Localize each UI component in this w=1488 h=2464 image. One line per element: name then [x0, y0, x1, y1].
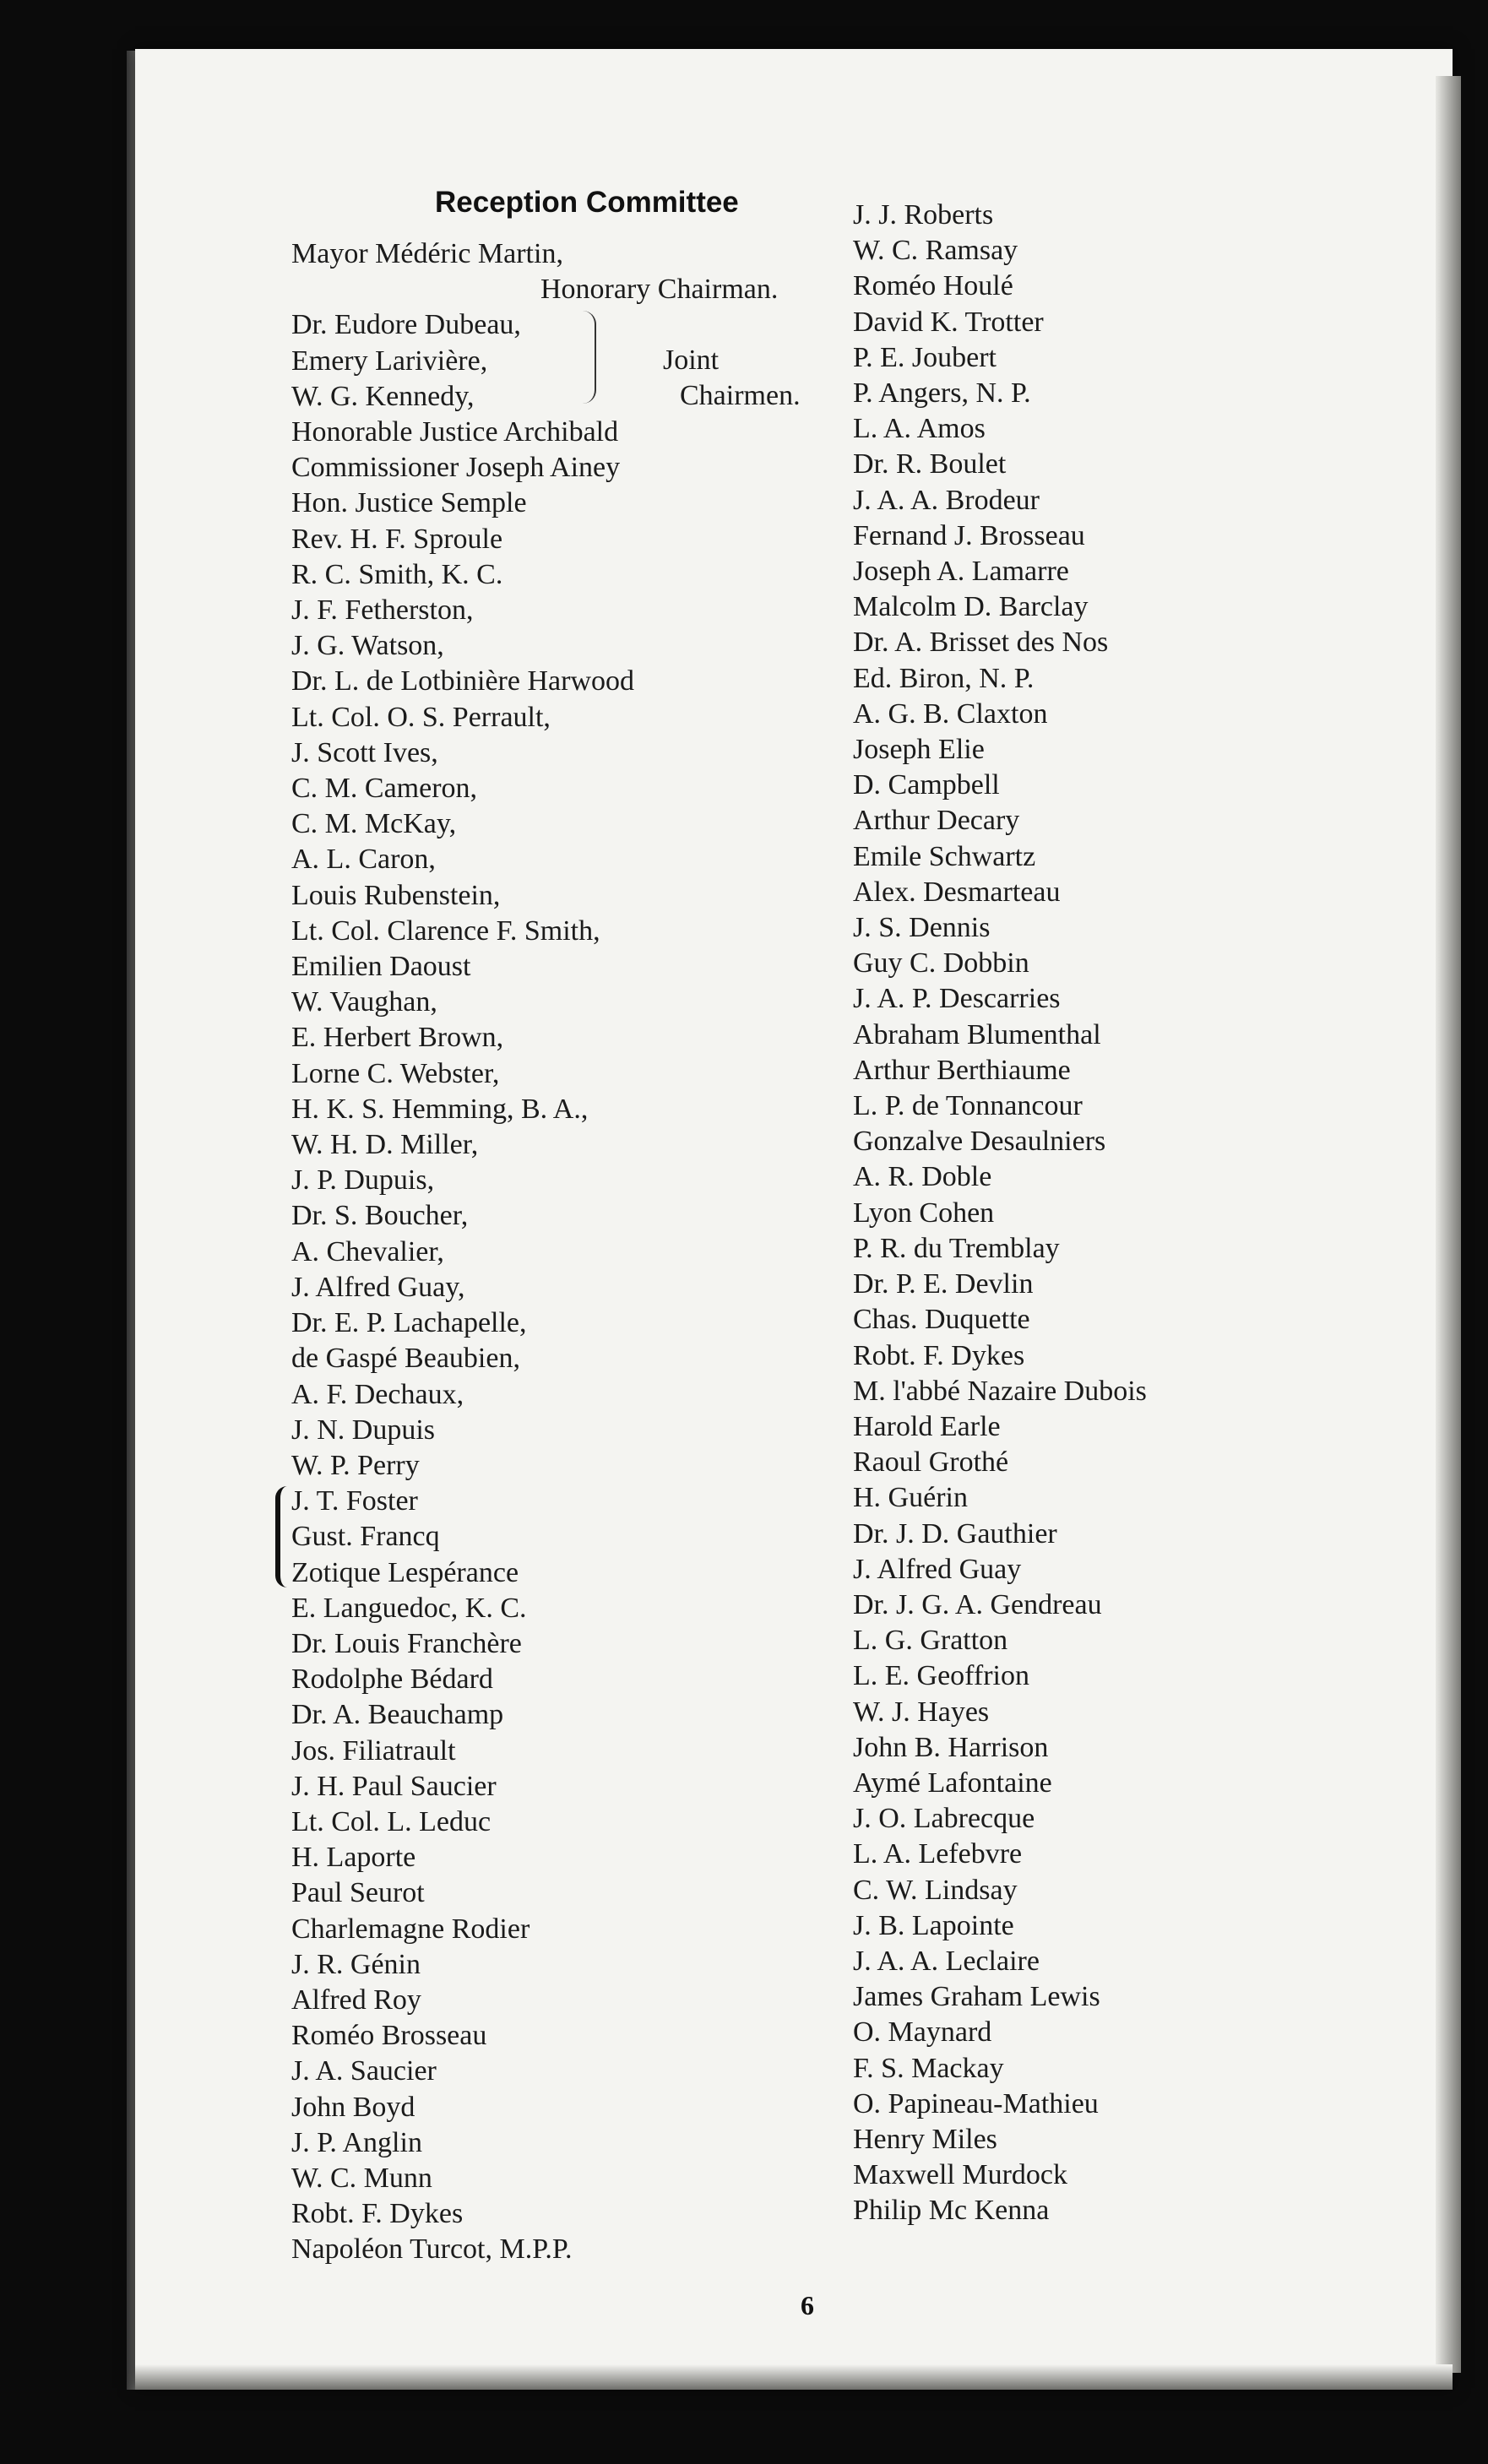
committee-member-name: Joseph A. Lamarre — [853, 556, 1069, 588]
committee-member-name: Dr. R. Boulet — [853, 448, 1007, 480]
committee-member-name: A. R. Doble — [853, 1161, 992, 1193]
committee-member-name: C. M. Cameron, — [291, 773, 478, 805]
chairmen-role-label: Chairmen. — [680, 380, 801, 412]
committee-member-name: Charlemagne Rodier — [291, 1913, 530, 1945]
committee-member-name: de Gaspé Beaubien, — [291, 1343, 520, 1375]
committee-member-name: James Graham Lewis — [853, 1981, 1100, 2013]
committee-member-name: Lorne C. Webster, — [291, 1057, 500, 1089]
committee-member-name: A. L. Caron, — [291, 844, 436, 876]
committee-member-name: Philip Mc Kenna — [853, 2195, 1050, 2227]
committee-member-name: D. Campbell — [853, 769, 1000, 801]
right-column — [853, 198, 1360, 2229]
joint-role-label: Joint — [663, 345, 720, 377]
page-right-shadow — [1436, 76, 1461, 2373]
committee-member-name: David K. Trotter — [853, 306, 1044, 338]
committee-member-name: W. H. D. Miller, — [291, 1129, 479, 1161]
committee-member-name: J. G. Watson, — [291, 630, 444, 662]
committee-member-name: J. Alfred Guay, — [291, 1271, 465, 1303]
committee-member-name: H. Laporte — [291, 1842, 416, 1874]
committee-member-name: Emile Schwartz — [853, 840, 1036, 872]
committee-member-name: J. R. Génin — [291, 1948, 421, 1980]
committee-member-name: Jos. Filiatrault — [291, 1734, 456, 1767]
committee-member-name: J. P. Dupuis, — [291, 1164, 435, 1197]
committee-member-name: Maxwell Murdock — [853, 2159, 1068, 2191]
committee-member-name: E. Languedoc, K. C. — [291, 1592, 527, 1624]
committee-member-name: Alfred Roy — [291, 1984, 421, 2016]
committee-member-name: Zotique Lespérance — [291, 1556, 519, 1588]
committee-member-name: W. Vaughan, — [291, 986, 437, 1018]
committee-member-name: Fernand J. Brosseau — [853, 519, 1085, 551]
committee-member-name: W. J. Hayes — [853, 1696, 990, 1728]
committee-member-name: L. E. Geoffrion — [853, 1660, 1029, 1692]
committee-member-name: C. W. Lindsay — [853, 1874, 1018, 1906]
committee-member-name: Rev. H. F. Sproule — [291, 523, 503, 555]
committee-member-name: L. P. de Tonnancour — [853, 1090, 1083, 1122]
committee-member-name: E. Herbert Brown, — [291, 1022, 504, 1054]
committee-member-name: Gonzalve Desaulniers — [853, 1126, 1106, 1158]
committee-member-name: Dr. S. Boucher, — [291, 1200, 469, 1232]
committee-member-name: Malcolm D. Barclay — [853, 591, 1089, 623]
handwritten-bracket-mark — [275, 1486, 299, 1587]
committee-member-name: Chas. Duquette — [853, 1304, 1030, 1336]
committee-member-name: Lt. Col. Clarence F. Smith, — [291, 915, 600, 947]
honorary-role: Honorary Chairman. — [540, 274, 779, 306]
committee-member-name: John Boyd — [291, 2091, 415, 2123]
brace-icon — [583, 311, 596, 404]
committee-member-name: J. J. Roberts — [853, 199, 994, 231]
committee-member-name: J. O. Labrecque — [853, 1803, 1035, 1835]
joint-member: W. G. Kennedy, — [291, 380, 475, 412]
committee-member-name: J. A. Saucier — [291, 2055, 437, 2087]
committee-member-name: J. A. P. Descarries — [853, 983, 1061, 1015]
committee-member-name: J. S. Dennis — [853, 912, 991, 944]
joint-chairmen-group — [291, 307, 832, 415]
committee-member-name: J. N. Dupuis — [291, 1414, 436, 1446]
committee-member-name: J. A. A. Leclaire — [853, 1945, 1040, 1977]
committee-member-name: P. Angers, N. P. — [853, 377, 1031, 410]
committee-member-name: Dr. Louis Franchère — [291, 1627, 522, 1659]
committee-member-name: J. Scott Ives, — [291, 736, 438, 768]
left-column — [291, 236, 832, 2268]
committee-member-name: Paul Seurot — [291, 1877, 425, 1909]
committee-member-name: Dr. L. de Lotbinière Harwood — [291, 665, 634, 697]
committee-member-name: J. Alfred Guay — [853, 1553, 1022, 1585]
committee-member-name: Gust. Francq — [291, 1521, 440, 1553]
committee-member-name: C. M. McKay, — [291, 808, 457, 840]
page-number: 6 — [801, 2290, 814, 2320]
page-bottom-shadow — [135, 2364, 1453, 2390]
committee-member-name: Lyon Cohen — [853, 1197, 995, 1229]
committee-member-name: W. C. Munn — [291, 2162, 432, 2194]
committee-member-name: Dr. E. P. Lachapelle, — [291, 1307, 527, 1339]
committee-member-name: P. E. Joubert — [853, 341, 997, 373]
joint-member: Emery Larivière, — [291, 345, 488, 377]
committee-member-name: A. Chevalier, — [291, 1235, 444, 1267]
committee-member-name: J. A. A. Brodeur — [853, 484, 1040, 516]
right-name-list — [853, 198, 1360, 2229]
mayor-entry: Mayor Médéric Martin, — [291, 238, 563, 269]
committee-member-name: Honorable Justice Archibald — [291, 416, 619, 448]
committee-member-name: Robt. F. Dykes — [853, 1339, 1025, 1371]
committee-member-name: Harold Earle — [853, 1410, 1001, 1442]
committee-member-name: John B. Harrison — [853, 1731, 1049, 1763]
committee-member-name: P. R. du Tremblay — [853, 1232, 1060, 1264]
committee-member-name: Emilien Daoust — [291, 951, 471, 983]
committee-member-name: A. G. B. Claxton — [853, 697, 1048, 730]
committee-member-name: H. K. S. Hemming, B. A., — [291, 1093, 589, 1125]
committee-member-name: Dr. P. E. Devlin — [853, 1268, 1034, 1300]
committee-member-name: Napoléon Turcot, M.P.P. — [291, 2233, 573, 2266]
committee-member-name: A. F. Dechaux, — [291, 1378, 464, 1410]
committee-member-name: L. A. Lefebvre — [853, 1838, 1023, 1870]
committee-member-name: J. F. Fetherston, — [291, 594, 474, 627]
committee-member-name: Louis Rubenstein, — [291, 879, 501, 911]
committee-member-name: Henry Miles — [853, 2123, 997, 2155]
committee-member-name: M. l'abbé Nazaire Dubois — [853, 1375, 1147, 1407]
committee-member-name: Guy C. Dobbin — [853, 947, 1029, 980]
committee-member-name: Ed. Biron, N. P. — [853, 662, 1035, 694]
committee-member-name: L. G. Gratton — [853, 1625, 1008, 1657]
committee-member-name: Dr. J. D. Gauthier — [853, 1517, 1057, 1549]
committee-member-name: Roméo Brosseau — [291, 2020, 487, 2052]
committee-member-name: Roméo Houlé — [853, 270, 1013, 302]
committee-member-name: O. Maynard — [853, 2016, 992, 2049]
committee-member-name: H. Guérin — [853, 1482, 968, 1514]
committee-member-name: F. S. Mackay — [853, 2052, 1004, 2084]
committee-member-name: Alex. Desmarteau — [853, 876, 1061, 908]
committee-member-name: Arthur Berthiaume — [853, 1054, 1071, 1086]
committee-member-name: W. P. Perry — [291, 1449, 420, 1481]
committee-member-name: Dr. J. G. A. Gendreau — [853, 1588, 1102, 1620]
committee-member-name: J. B. Lapointe — [853, 1909, 1014, 1941]
section-heading: Reception Committee — [435, 186, 739, 219]
committee-member-name: Dr. A. Beauchamp — [291, 1699, 504, 1731]
committee-member-name: Commissioner Joseph Ainey — [291, 452, 621, 484]
committee-member-name: R. C. Smith, K. C. — [291, 558, 503, 590]
committee-member-name: Joseph Elie — [853, 734, 985, 766]
committee-member-name: Lt. Col. L. Leduc — [291, 1805, 491, 1837]
committee-member-name: J. H. Paul Saucier — [291, 1770, 497, 1802]
committee-member-name: L. A. Amos — [853, 413, 986, 445]
committee-member-name: J. T. Foster — [291, 1485, 418, 1517]
committee-member-name: Arthur Decary — [853, 805, 1020, 837]
committee-member-name: Lt. Col. O. S. Perrault, — [291, 701, 551, 733]
joint-member: Dr. Eudore Dubeau, — [291, 309, 521, 341]
committee-member-name: Aymé Lafontaine — [853, 1767, 1052, 1799]
committee-member-name: Rodolphe Bédard — [291, 1663, 493, 1696]
committee-member-name: W. C. Ramsay — [853, 235, 1018, 267]
committee-member-name: Robt. F. Dykes — [291, 2198, 464, 2230]
committee-member-name: Dr. A. Brisset des Nos — [853, 627, 1109, 659]
committee-member-name: O. Papineau-Mathieu — [853, 2087, 1099, 2119]
left-name-list — [291, 415, 832, 2268]
committee-member-name: Raoul Grothé — [853, 1446, 1009, 1479]
committee-member-name: Abraham Blumenthal — [853, 1018, 1101, 1050]
committee-member-name: Hon. Justice Semple — [291, 487, 527, 519]
committee-member-name: J. P. Anglin — [291, 2126, 422, 2158]
